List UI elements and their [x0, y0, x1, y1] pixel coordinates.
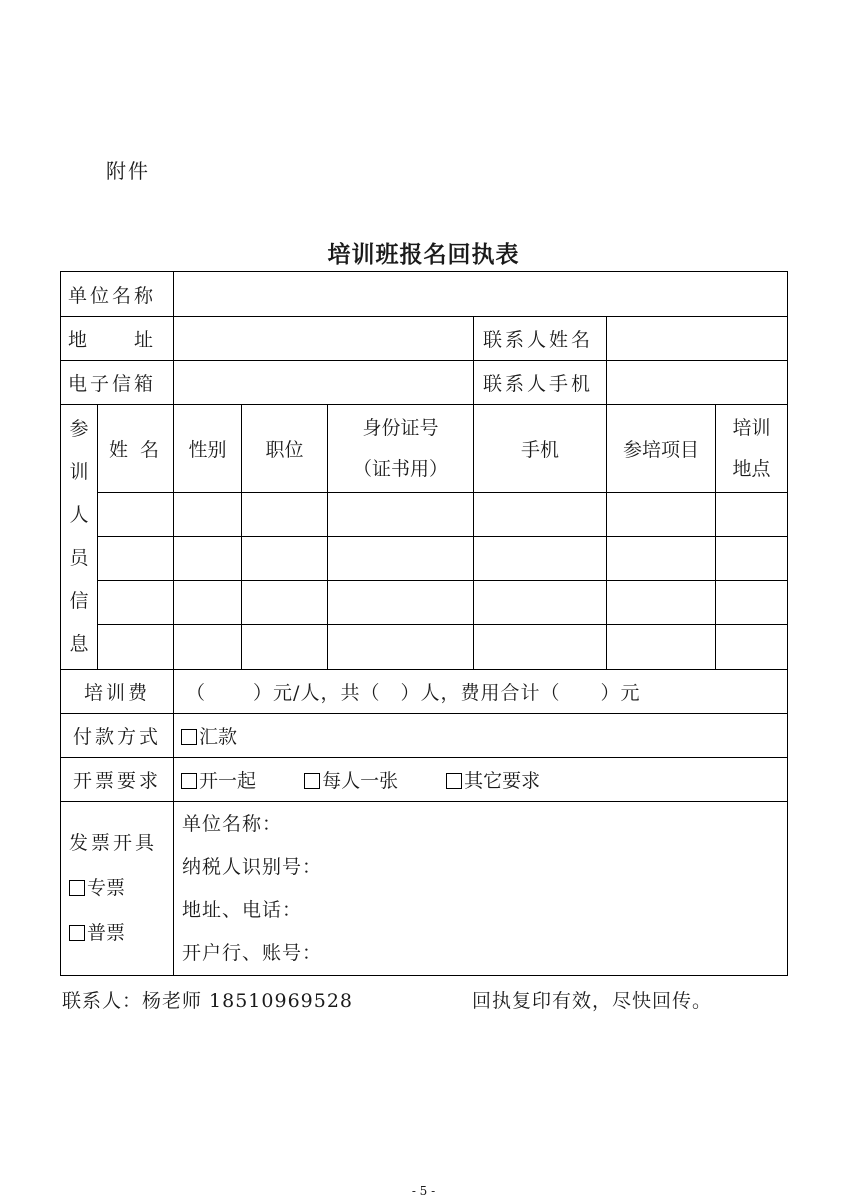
participant-project-cell[interactable]	[607, 537, 716, 581]
participant-position-cell[interactable]	[242, 625, 328, 670]
participant-name-cell[interactable]	[98, 625, 174, 670]
email-label: 电子信箱	[61, 361, 174, 405]
contact-phone-label: 联系人手机	[474, 361, 607, 405]
header-phone: 手机	[474, 405, 607, 493]
invoice-field-taxpayer-id[interactable]: 纳税人识别号：	[182, 855, 323, 878]
participant-name-cell[interactable]	[98, 537, 174, 581]
participant-location-cell[interactable]	[716, 537, 788, 581]
invoice-type-general[interactable]: 普票	[69, 911, 173, 956]
participant-location-cell[interactable]	[716, 493, 788, 537]
participant-row	[61, 493, 788, 537]
fee-text[interactable]: （ ）元/人，共（ ）人，费用合计（ ）元	[174, 670, 788, 714]
header-project: 参培项目	[607, 405, 716, 493]
participant-position-cell[interactable]	[242, 493, 328, 537]
invoice-issue-label: 发票开具	[69, 832, 158, 854]
registration-form-table	[60, 271, 788, 976]
participant-row	[61, 581, 788, 625]
header-position: 职位	[242, 405, 328, 493]
header-name: 姓 名	[98, 405, 174, 493]
invoice-type-special[interactable]: 专票	[69, 866, 173, 911]
unit-name-field[interactable]	[174, 272, 788, 317]
participant-gender-cell[interactable]	[174, 625, 242, 670]
form-title: 培训班报名回执表	[327, 241, 520, 268]
header-gender: 性别	[174, 405, 242, 493]
invoice-field-unit-name[interactable]: 单位名称：	[182, 812, 283, 835]
participant-name-cell[interactable]	[98, 493, 174, 537]
contact-name-field[interactable]	[607, 317, 788, 361]
payment-option-remittance[interactable]: 汇款	[181, 726, 237, 748]
checkbox-icon[interactable]	[446, 773, 462, 789]
participant-phone-cell[interactable]	[474, 537, 607, 581]
participant-gender-cell[interactable]	[174, 493, 242, 537]
checkbox-icon[interactable]	[181, 773, 197, 789]
participant-location-cell[interactable]	[716, 581, 788, 625]
header-location: 培训 地点	[716, 405, 788, 493]
participant-row	[61, 625, 788, 670]
checkbox-icon[interactable]	[304, 773, 320, 789]
participant-id-cell[interactable]	[328, 625, 474, 670]
invoice-field-address-phone[interactable]: 地址、电话：	[182, 898, 303, 921]
header-id-number: 身份证号 （证书用）	[328, 405, 474, 493]
participant-gender-cell[interactable]	[174, 581, 242, 625]
participant-project-cell[interactable]	[607, 625, 716, 670]
participants-side-label: 参 训 人 员 信 息	[61, 405, 98, 670]
email-field[interactable]	[174, 361, 474, 405]
participant-project-cell[interactable]	[607, 581, 716, 625]
payment-method-label: 付款方式	[61, 714, 174, 758]
participant-id-cell[interactable]	[328, 493, 474, 537]
participant-position-cell[interactable]	[242, 537, 328, 581]
checkbox-icon[interactable]	[69, 925, 85, 941]
invoice-option-other[interactable]: 其它要求	[446, 770, 540, 792]
payment-options	[174, 714, 788, 758]
invoice-option-per-person[interactable]: 每人一张	[304, 770, 398, 792]
address-label: 地 址	[61, 317, 174, 361]
contact-phone-field[interactable]	[607, 361, 788, 405]
footer-contact: 联系人：杨老师 18510969528	[62, 990, 354, 1012]
participant-name-cell[interactable]	[98, 581, 174, 625]
participant-phone-cell[interactable]	[474, 581, 607, 625]
unit-name-label: 单位名称	[61, 272, 174, 317]
checkbox-icon[interactable]	[69, 880, 85, 896]
participant-phone-cell[interactable]	[474, 625, 607, 670]
participant-location-cell[interactable]	[716, 625, 788, 670]
footer-note: 回执复印有效，尽快回传。	[472, 990, 713, 1012]
participant-id-cell[interactable]	[328, 581, 474, 625]
invoice-field-bank-account[interactable]: 开户行、账号：	[182, 941, 323, 964]
participant-row	[61, 537, 788, 581]
page-number: - 5 -	[411, 1184, 436, 1198]
invoice-details	[174, 802, 788, 976]
participant-gender-cell[interactable]	[174, 537, 242, 581]
contact-name-label: 联系人姓名	[474, 317, 607, 361]
invoice-issue-section	[61, 802, 174, 976]
address-field[interactable]	[174, 317, 474, 361]
invoice-requirement-label: 开票要求	[61, 758, 174, 802]
participant-project-cell[interactable]	[607, 493, 716, 537]
attachment-label: 附件	[106, 159, 150, 183]
participant-id-cell[interactable]	[328, 537, 474, 581]
checkbox-icon[interactable]	[181, 729, 197, 745]
fee-label: 培训费	[61, 670, 174, 714]
participant-phone-cell[interactable]	[474, 493, 607, 537]
invoice-requirement-options	[174, 758, 788, 802]
invoice-option-combined[interactable]: 开一起	[181, 770, 256, 792]
participant-position-cell[interactable]	[242, 581, 328, 625]
